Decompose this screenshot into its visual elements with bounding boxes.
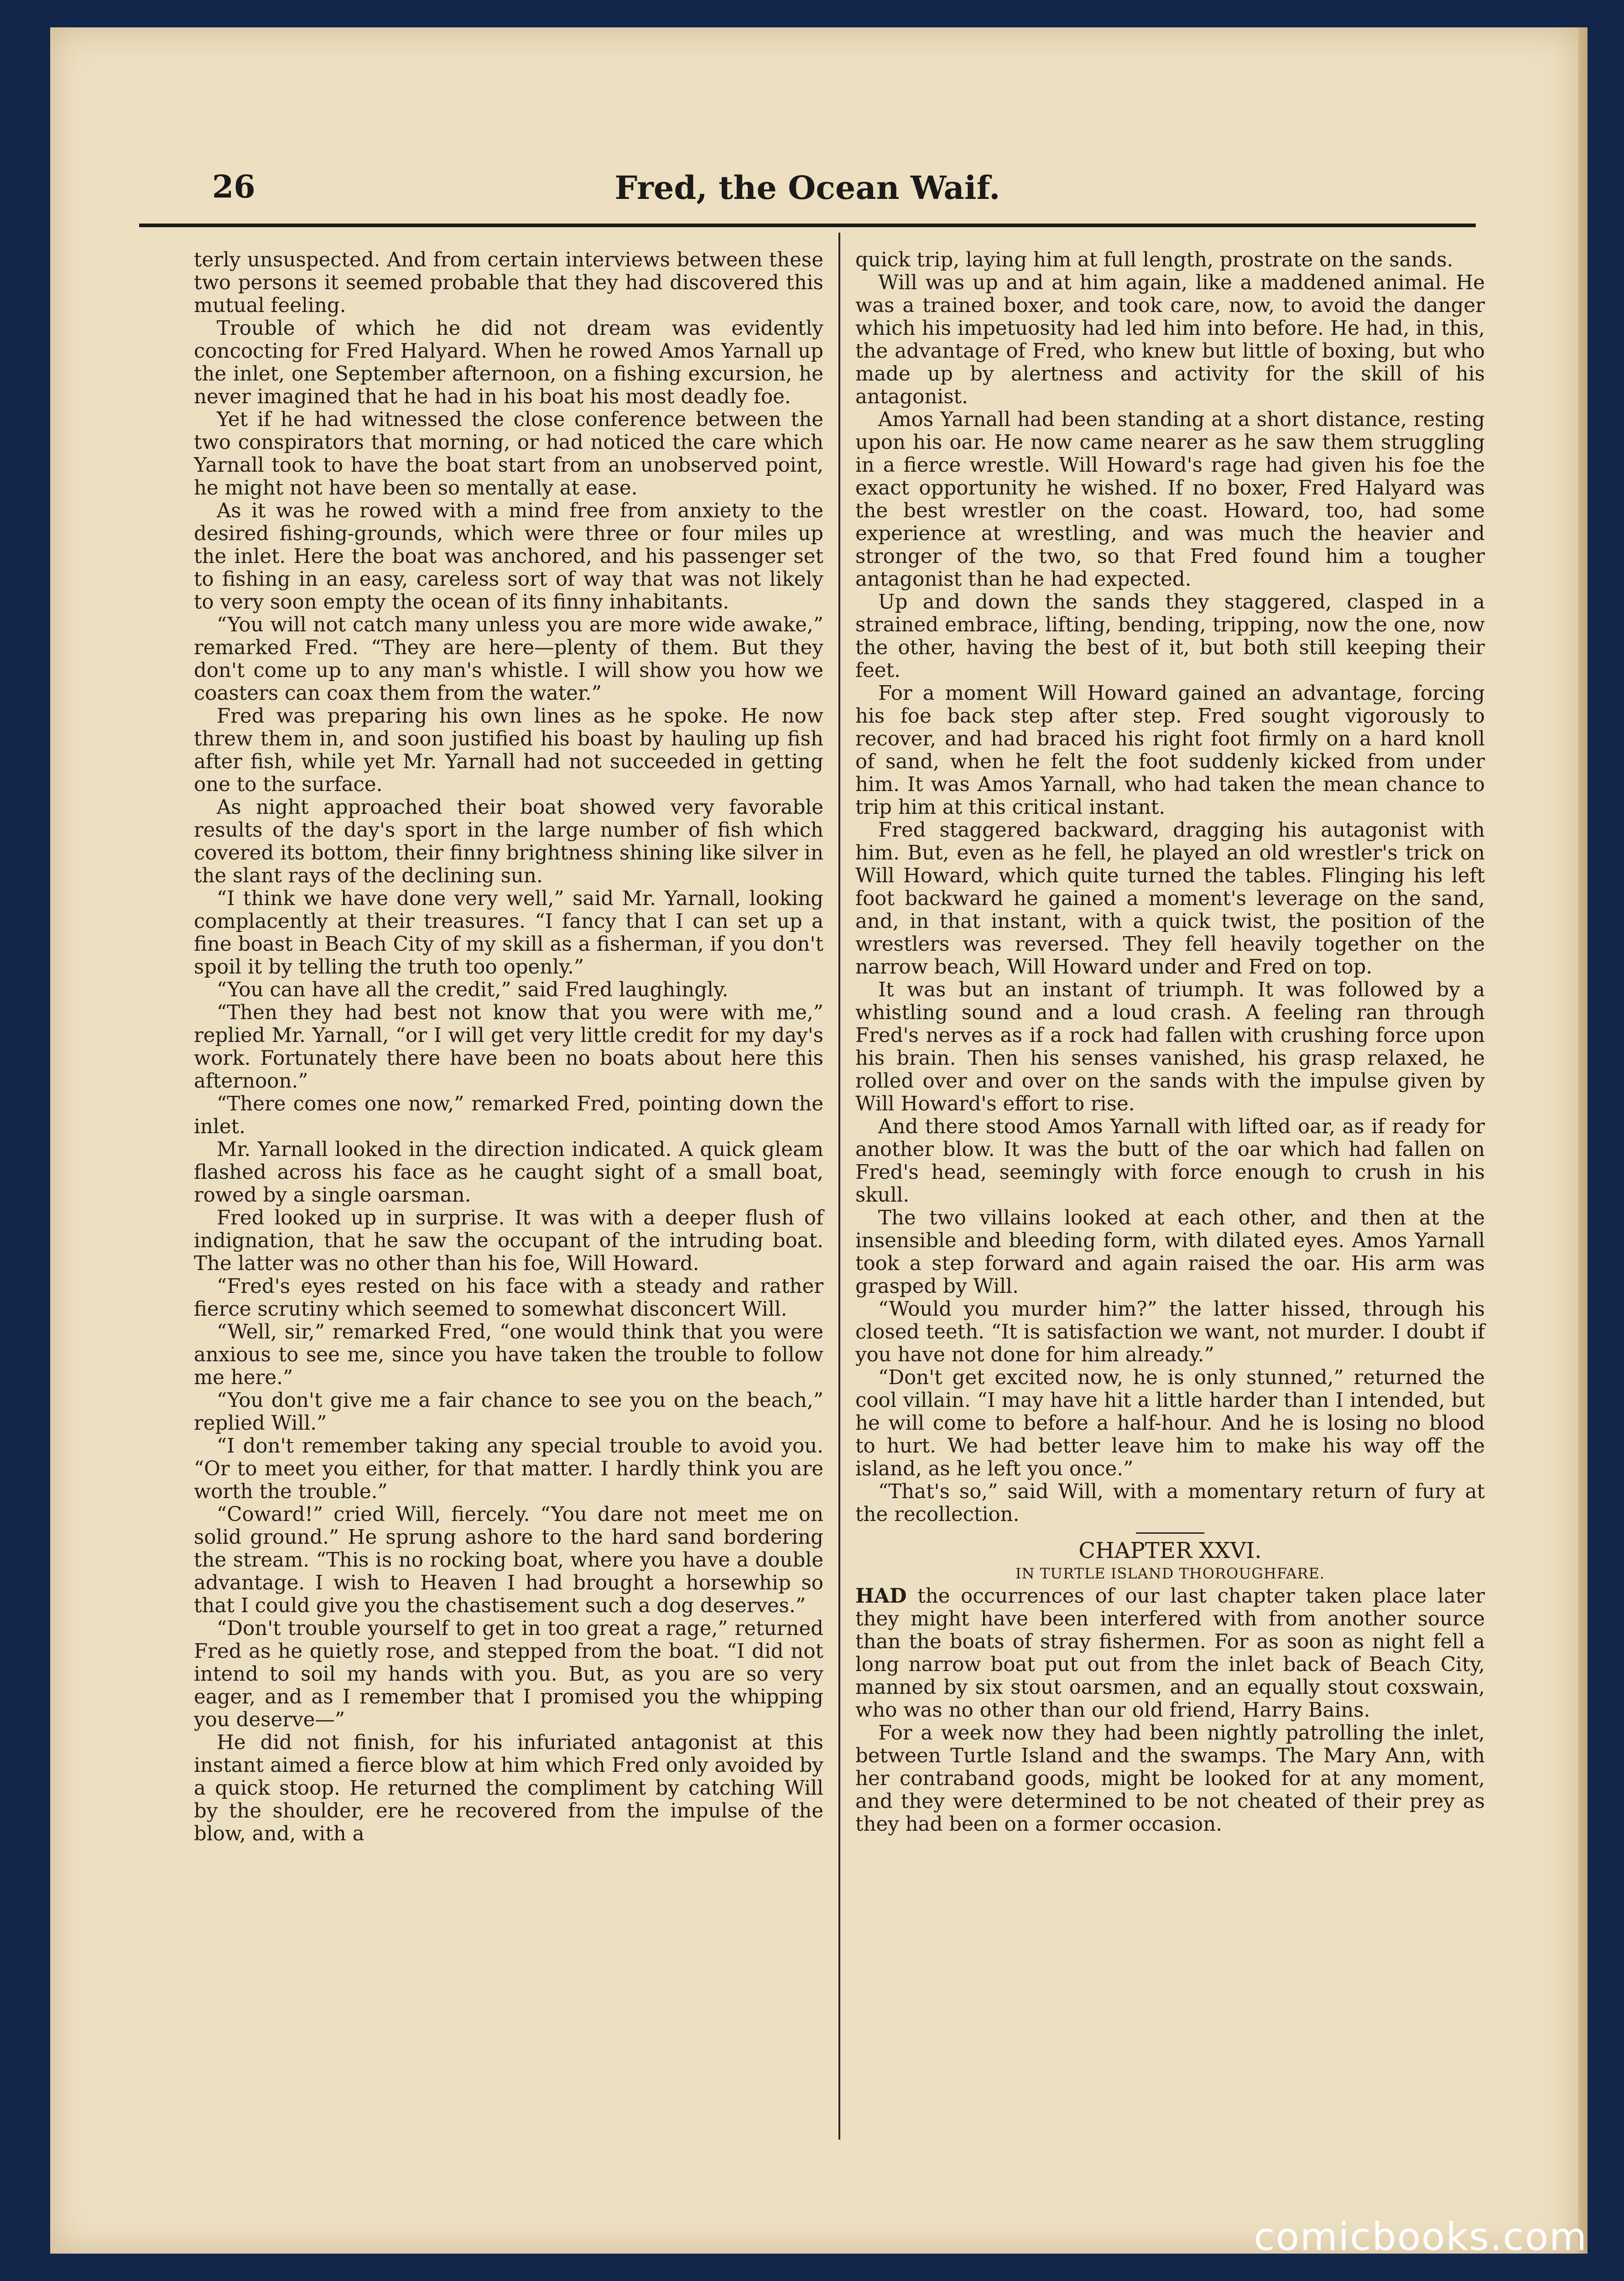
chapter-opening-text: the occurrences of our last chapter taken place later they might have been interfered with from another source than the boats of stray fishermen. For as soon as night fell a long narrow boat put out from the inlet back of Beach City, manned by six stout oarsmen, and an equally stout coxswain, who was no other than our old friend, Harry Bains. xyxy=(855,1585,1485,1722)
paragraph: Fred was preparing his own lines as he spoke. He now threw them in, and soon justified his boast by hauling up fish after fish, while yet Mr. Yarnall had not succeeded in getting one to the surface. xyxy=(194,705,823,796)
paragraph: “There comes one now,” remarked Fred, pointing down the inlet. xyxy=(194,1093,823,1138)
paragraph: The two villains looked at each other, and then at the insensible and bleeding form, with dilated eyes. Amos Yarnall took a step forward and again raised the oar. His arm was grasped by Will. xyxy=(855,1207,1485,1298)
right-column-before-chapter xyxy=(855,249,1485,1526)
paragraph: As it was he rowed with a mind free from anxiety to the desired fishing-grounds, which were three or four miles up the inlet. Here the boat was anchored, and his passenger set to fishing in an easy, careless sort of way that was not likely to very soon empty the ocean of its finny inhabitants. xyxy=(194,500,823,614)
paragraph: “Coward!” cried Will, fiercely. “You dare not meet me on solid ground.” He sprung ashore to the hard sand bordering the stream. “This is no rocking boat, where you have a double advantage. I wish to Heaven I had brought a horsewhip so that I could give you the chastisement such a dog deserves.” xyxy=(194,1503,823,1617)
paragraph: For a moment Will Howard gained an advantage, forcing his foe back step after step. Fred sought vigorously to recover, and had braced his right foot firmly on a hard knoll of sand, when he felt the foot suddenly kicked from under him. It was Amos Yarnall, who had taken the mean chance to trip him at this critical instant. xyxy=(855,682,1485,819)
paragraph: Amos Yarnall had been standing at a short distance, resting upon his oar. He now came nearer as he saw them struggling in a fierce wrestle. Will Howard's rage had given his foe the exact opportunity he wished. If no boxer, Fred Halyard was the best wrestler on the coast. Howard, too, had some experience at wrestling, and was much the heavier and stronger of the two, so that Fred found him a tougher antagonist than he had expected. xyxy=(855,408,1485,591)
paragraph: quick trip, laying him at full length, prostrate on the sands. xyxy=(855,249,1453,271)
paragraph: Mr. Yarnall looked in the direction indicated. A quick gleam flashed across his face as he caught sight of a small boat, rowed by a single oarsman. xyxy=(194,1138,823,1207)
chapter-subtitle: IN TURTLE ISLAND THOROUGHFARE. xyxy=(1015,1565,1325,1582)
paragraph: “That's so,” said Will, with a momentary return of fury at the recollection. xyxy=(855,1480,1485,1526)
right-column-after-chapter xyxy=(855,1722,1485,1836)
chapter-opening-word: HAD xyxy=(855,1584,907,1608)
paragraph: As night approached their boat showed very favorable results of the day's sport in the large number of fish which covered its bottom, their finny brightness shining like silver in the slant rays of the declining sun. xyxy=(194,796,823,887)
paragraph: It was but an instant of triumph. It was followed by a whistling sound and a loud crash. A feeling ran through Fred's nerves as if a rock had fallen with crushing force upon his brain. Then his senses vanished, his grasp relaxed, he rolled over and over on the sands with the impulse given by Will Howard's effort to rise. xyxy=(855,979,1485,1115)
paragraph: “Fred's eyes rested on his face with a steady and rather fierce scrutiny which seemed to somewhat disconcert Will. xyxy=(194,1275,823,1321)
watermark-logo: comicbooks.com xyxy=(1254,2214,1588,2259)
chapter-title: CHAPTER XXVI. xyxy=(1078,1538,1262,1563)
paragraph: terly unsuspected. And from certain interviews between these two persons it seemed probable that they had discovered this mutual feeling. xyxy=(194,249,823,317)
paragraph: “Don't trouble yourself to get in too great a rage,” returned Fred as he quietly rose, and stepped from the boat. “I did not intend to soil my hands with you. But, as you are so very eager, and as I remember that I promised you the whipping you deserve—” xyxy=(194,1617,823,1731)
running-title: Fred, the Ocean Waif. xyxy=(614,169,1000,207)
paragraph: Up and down the sands they staggered, clasped in a strained embrace, lifting, bending, tripping, now the one, now the other, having the best of it, but both still keeping their feet. xyxy=(855,591,1485,682)
paragraph: “You will not catch many unless you are more wide awake,” remarked Fred. “They are here—plenty of them. But they don't come up to any man's whistle. I will show you how we coasters can coax them from the water.” xyxy=(194,614,823,705)
left-column xyxy=(194,249,823,1845)
paragraph: Fred staggered backward, dragging his autagonist with him. But, even as he fell, he played an old wrestler's trick on Will Howard, which quite turned the tables. Flinging his left foot backward he gained a moment's leverage on the sand, and, in that instant, with a quick twist, the position of the wrestlers was reversed. They fell heavily together on the narrow beach, Will Howard under and Fred on top. xyxy=(855,819,1485,979)
paragraph: Yet if he had witnessed the close conference between the two conspirators that morning, or had noticed the care which Yarnall took to have the boat start from an unobserved point, he might not have been so mentally at ease. xyxy=(194,408,823,500)
paragraph: “You can have all the credit,” said Fred laughingly. xyxy=(217,979,729,1001)
paragraph: “Then they had best not know that you were with me,” replied Mr. Yarnall, “or I will get very little credit for my day's work. Fortunately there have been no boats about here this afternoon.” xyxy=(194,1001,823,1093)
paragraph: “Would you murder him?” the latter hissed, through his closed teeth. “It is satisfaction we want, not murder. I doubt if you have not done for him already.” xyxy=(855,1298,1485,1366)
chapter-opening-paragraph xyxy=(855,1585,1485,1722)
page-number: 26 xyxy=(212,169,255,205)
paragraph: And there stood Amos Yarnall with lifted oar, as if ready for another blow. It was the butt of the oar which had fallen on Fred's head, seemingly with force enough to crush in his skull. xyxy=(855,1115,1485,1207)
page-header xyxy=(139,169,1476,227)
paragraph: For a week now they had been nightly patrolling the inlet, between Turtle Island and the swamps. The Mary Ann, with her contraband goods, might be looked for at any moment, and they were determined to be not cheated of their prey as they had been on a former occasion. xyxy=(855,1722,1485,1836)
paragraph: “I don't remember taking any special trouble to avoid you. “Or to meet you either, for that matter. I hardly think you are worth the trouble.” xyxy=(194,1435,823,1503)
paragraph: “Well, sir,” remarked Fred, “one would think that you were anxious to see me, since you have taken the trouble to follow me here.” xyxy=(194,1321,823,1389)
paragraph: Will was up and at him again, like a maddened animal. He was a trained boxer, and took care, now, to avoid the danger which his impetuosity had led him into before. He had, in this, the advantage of Fred, who knew but little of boxing, but who made up by alertness and activity for the skill of his antagonist. xyxy=(855,271,1485,408)
column-divider xyxy=(838,233,840,2140)
right-column xyxy=(855,249,1485,1836)
paragraph: “Don't get excited now, he is only stunned,” returned the cool villain. “I may have hit a little harder than I intended, but he will come to before a half-hour. And he is losing no blood to hurt. We had better leave him to make his way off the island, as he left you once.” xyxy=(855,1366,1485,1480)
paragraph: “I think we have done very well,” said Mr. Yarnall, looking complacently at their treasures. “I fancy that I can set up a fine boast in Beach City of my skill as a fisherman, if you don't spoil it by telling the truth too openly.” xyxy=(194,887,823,979)
paragraph: Fred looked up in surprise. It was with a deeper flush of indignation, that he saw the occupant of the intruding boat. The latter was no other than his foe, Will Howard. xyxy=(194,1207,823,1275)
chapter-rule xyxy=(1136,1532,1204,1534)
paragraph: “You don't give me a fair chance to see you on the beach,” replied Will.” xyxy=(194,1389,823,1435)
paragraph: Trouble of which he did not dream was evidently concocting for Fred Halyard. When he rowed Amos Yarnall up the inlet, one September afternoon, on a fishing excursion, he never imagined that he had in his boat his most deadly foe. xyxy=(194,317,823,408)
paragraph: He did not finish, for his infuriated antagonist at this instant aimed a fierce blow at him which Fred only avoided by a quick stoop. He returned the compliment by catching Will by the shoulder, ere he recovered from the impulse of the blow, and, with a xyxy=(194,1731,823,1845)
